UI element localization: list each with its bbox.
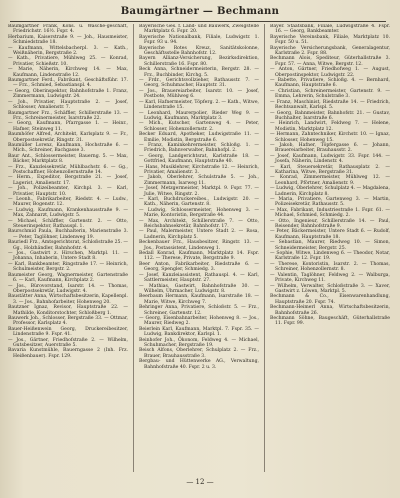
- directory-entry: — Joh., Privatier, Hauptstraße 2. — Josef, Schlosser, Amalienstr. 7.: [8, 99, 128, 111]
- directory-entry: — Georg, Landgerichtsrat, Karlstraße 18. — Gottfried, Kaufmann, Hauptstraße 40.: [139, 153, 259, 165]
- directory-entry: Beierlein Karl, Kaufmann, Marktpl. 7. Fspr. 35. — Ludwig, Bankdirektor, Karlspl. 1.: [139, 326, 259, 338]
- directory-entry: — Josef, Metzgermeister, Marktpl. 9. Fspr. 77. — Julie, Witwe, Ringstr. 2.: [139, 186, 259, 197]
- directory-entry: — Ludwig, Oberlehrer, Schulplatz 4. — Magdalena, Ladnerin, Kirchplatz 8.: [270, 186, 390, 197]
- directory-entry: — Hans, Musiklehrer, Kirchstraße 12. — Heinrich, Privatier, Amalienstr. 3.: [139, 164, 259, 175]
- directory-entry: Baustätter Anna, Wirtschaftsbesitzerin, Kapellenpl. 3. — Jos., Bahnhofarbeiter, Hohenweg 20.: [8, 294, 128, 305]
- directory-entry: — Georg, Oberinspektor, Bahnhofstraße 1. Franz, Zimmermann, Ludwigstr. 24.: [8, 88, 128, 100]
- directory-entry: — Valentin, Taglöhner, Feldweg 2. — Walburga, Private, Kirchweg 11.: [270, 272, 390, 284]
- directory-entry: — Hermann, Zahntechniker, Kirchstr. 10. — Ignaz, Schlosser, Hohenweg 15.: [270, 132, 390, 143]
- entry-columns: [8, 24, 390, 472]
- directory-entry: — Sebastian, Maurer, Riedweg 10. — Simon, Schneidermeister, Bergstr. 25.: [270, 240, 390, 251]
- directory-entry: Bavaria Kunstmühle, Bauerngasse 2 (Inh. Frz. Heißenbauer). Fspr. 129.: [8, 348, 128, 359]
- directory-entry: — Leonhard, Maurerpolier, Rieder Weg 9. — Ludwig, Kaufmann, Marktplatz 3.: [139, 110, 259, 121]
- directory-entry: — Anton, Gärtner, Friedhofweg 1. — August, Oberpostinspektor, Ludwigstr. 22.: [270, 67, 390, 78]
- directory-entry: Bayern Allianz-Versicherung, Bezirksdirektion, Schillerstraße 16. Fspr. 80.: [139, 56, 259, 67]
- header-divider: [10, 21, 386, 22]
- directory-entry: Baumüller Lorenz, Kaufmann, Hochstraße 6. — Mich., Schreiner, Bachgasse 3.: [8, 142, 128, 154]
- directory-entry: — Herm., Expeditor, Bergstraße 21. — Josef, Lagerist, Amalienstr. 17.: [8, 175, 128, 186]
- directory-entry: — Kaufmann, Wittelsbacherpl. 3. — Kath., Weißnäherin, Bergstraße 2.: [8, 45, 128, 57]
- directory-entry: — Jos., Brauereiarbeiter, Isarstr. 10. — Josef, Postbote, Mühlweg 6.: [139, 88, 259, 100]
- page-header: Baumgärtner — Bechmann: [120, 6, 280, 17]
- directory-entry: — Josef, Kanzleiassistent, Rathauspl. 4. — Karl, Sattlermeister, Hauptstr. 27.: [139, 272, 259, 284]
- directory-entry: — Mathias, Gastwirt, Bahnhofstraße 30. — Wilhelm, Uhrmacher, Ludwigstr. 8.: [139, 283, 259, 294]
- directory-entry: Beck Anna, Schneidermeisterin, Bergstr. 28. — Frz., Buchbinder, Kirchg. 5.: [139, 67, 259, 78]
- directory-entry: — Leonh., Fabrikarbeiter, Riedstr. 4. — Ludw., Maurer, Bogenstr. 12.: [8, 197, 128, 208]
- directory-entry: Bergbau- und Hüttenwerke AG., Verwaltung, Bahnhofstraße 40. Fspr. 2 u. 3.: [139, 359, 259, 370]
- directory-entry: Bechmann & Co., Eisenwarenhandlung, Hauptstraße 20. Fspr. 74.: [270, 294, 390, 305]
- directory-entry: — Frdr., Gerichtsvollzieher, Rathausstr. 7. — Georg, Schuhmacher, Hauptstr. 31.: [139, 78, 259, 89]
- entry-column-middle: [139, 24, 259, 472]
- directory-entry: — Christian, Schreinermeister, Gartenstr. 9. — Emma, Lehrerin, Schulstraße 3.: [270, 88, 390, 100]
- entry-column-left: [8, 24, 128, 472]
- directory-entry: — Frz., Kanzleisekretär, Mühlbachstr. 6. — Gg., Postschaffner, Hohenzollernstraße 14.: [8, 164, 128, 175]
- directory-entry: — Franz, Kaminkehrermeister, Schloßg. 1. — Friedrich, Bahnverwalter, Bahnhofpl. 2.: [139, 142, 259, 154]
- column-divider: [133, 24, 134, 472]
- directory-entry: — Karl, Hafnermeister, Töpferg. 2. — Kath., Witwe, Lindenstraße 15.: [139, 99, 259, 111]
- directory-entry: Bechmann Söhne, Baugeschäft, Güterhallstraße 11. Fspr. 99.: [270, 315, 390, 327]
- directory-entry: — Franz, Maschinist, Riedstraße 14. — Friedrich, Rechtsanwalt, Karlspl. 5.: [270, 99, 390, 111]
- directory-entry: — Karl, Buchdruckereibes., Ludwigstr. 20. — Kath., Näherin, Gartenstr. 8.: [139, 197, 259, 208]
- directory-entry: Bechmann-Heimerl Anna, Wirtschaftsbesitzerin, Bahnhofstraße 26.: [270, 305, 390, 316]
- directory-entry: Bayerische Ges. f. Land- und Bauwerk, Zweigstelle Marktplatz 6. Fspr. 20.: [139, 24, 259, 35]
- directory-entry: Baumeister Georg, Wagnermeister, Gartenstraße 6. — Karl, Kaufmann, Kirchplatz 2.: [8, 272, 128, 284]
- directory-entry: — Georg, Bahnmeister, Bahnhofstr. 21. — Gustav, Buchhalter, Isarstraße 6.: [270, 110, 390, 121]
- directory-entry: — Max, Architekt, Schillerstraße 7. — Otto, Reichsbahnsekretär, Bahnhofstr. 17.: [139, 218, 259, 230]
- directory-entry: Beckenbauer Frz., Hausbesitzer, Ringstr. 13. — Jos., Postassistent, Lindenweg 1.: [139, 240, 259, 251]
- directory-entry: Bechmann Alois, Spediteur, Güterhallstraße 3. Fspr. 57. — Anna, Witwe, Bergstr. 12.: [270, 56, 390, 67]
- directory-entry: — Babette, Privatiere, Schloßg. 4. — Bernhard, Kaufmann, Hauptstraße 6.: [270, 78, 390, 89]
- directory-entry: Bedall Konrad, Kaufmann, Marktplatz 14. Fspr. 112. — Therese, Private, Bergstraße 9.: [139, 251, 259, 262]
- directory-entry: Bayerische Versicherungsbank, Generalagentur, Karlstraße 2. Fspr. 88.: [270, 45, 390, 57]
- directory-entry: Behringer Anna, Privatiere, Schloßstr. 5. — Frz., Schreiner, Gartenstr. 12.: [139, 305, 259, 316]
- directory-entry: — Peter, Bäckermeister, Untere Stadt 6. — Rudolf, Kaufmann, Hauptstraße 18.: [270, 229, 390, 240]
- directory-entry: Becker Eduard, Apotheker, Ludwigstraße 11. — Emilie, Modistin, Bergstraße 6.: [139, 132, 259, 143]
- directory-entry: — Maria, Privatiere, Gartenweg 3. — Martin, Polizeisekretär, Rathausstr. 5.: [270, 197, 390, 208]
- directory-entry: Baumgartner Frz., Schäffler, Schillerstraße 13. — Frz., Schreinermeister, Isarstraße 22.: [8, 110, 128, 121]
- directory-entry: Baurschmid Paula, Buchhalterin, Marienstraße 3. — Peter, Taglöhner, Lindenweg 19.: [8, 229, 128, 240]
- directory-entry: — Otto, Ingenieur, Schillerstraße 14. — Paul, Reisender, Bahnhofstraße 9.: [270, 218, 390, 230]
- directory-entry: Baumhöfer Alfred, Architekt, Karlsplatz 9. — Fr., Oberpostsekretär, Ringstr. 31.: [8, 132, 128, 143]
- directory-entry: Herbarium, Kaiserstraße 9. — Joh., Hausmeister, Schmiedstraße 18.: [8, 34, 128, 46]
- directory-entry: — Georg, Kaufmann, Pfarrgasse 1. — Heinr., Hafner, Steinweg 11.: [8, 121, 128, 132]
- column-divider: [264, 24, 265, 472]
- directory-entry: Bayerische Rotes Kreuz, Sanitätskolonne, Geschäftsstelle Bahnhofstr. 12.: [139, 45, 259, 57]
- page-number: — 12 —: [186, 478, 214, 486]
- directory-entry: — Sophie, Witwe, Lindenweg 6. — Theodor, Notar, Karlstraße 12. Fspr. 19.: [270, 251, 390, 262]
- directory-entry: Beer Anton, Fabrikarbeiter, Riedstraße 6. — Georg, Spengler, Schmiedg. 3.: [139, 261, 259, 273]
- directory-entry: Baumgärtner Frank, Kons. u. Wäsche-geschäft, Friedrichstr. 16½. Fspr. 4.: [8, 24, 128, 35]
- directory-entry: Baumgartner Ferd., Fabrikant, Geschäftsführ. 17. — Frz., Schmied, Sebastianspl. 4.: [8, 78, 128, 89]
- directory-entry: — Michael, Schäffler, Gartenstr. 2. — Otto, Steuerinspektor, Rathauspl. 1.: [8, 218, 128, 230]
- directory-entry: Bayerische Vereinsbank, Filiale, Marktplatz 10. Fspr. 50 u. 51.: [270, 34, 390, 46]
- directory-entry: — Ludwig, Schlossermeister, Hohenweg 3. — Marie, Kontoristin, Bergstraße 44.: [139, 207, 259, 219]
- directory-entry: Bayerische Nationalbank, Filiale, Ludwigstr. 1. Fspr. 93 u. 94.: [139, 34, 259, 46]
- directory-entry: — Karl, Bankbeamter, Ringstraße 17. — Heinrich, Schulmeister, Bergstr. 2.: [8, 261, 128, 273]
- directory-entry: — Max, Fabrikant, Industriestraße 1. Fspr. 61. — Michael, Schmied, Schmiedg. 2.: [270, 207, 390, 219]
- directory-entry: — Heinrich, Landwirt, Feldweg 7. — Helene, Modistin, Marktplatz 12.: [270, 121, 390, 132]
- entry-column-right: [270, 24, 390, 472]
- directory-entry: — Jakob, Hafner, Töpfergasse 6. — Johann, Brauereiarbeiter, Brauhausstr. 2.: [270, 142, 390, 154]
- directory-entry: — Joh., Polizeibeamter, Kirchpl. 3. — Karl, Privatier, Hauptstr. 10.: [8, 186, 128, 197]
- directory-entry: — Ludwig, Kaufmann, Krankenhausstraße 9. — Max, Zahnarzt, Ludwigstr. 5.: [8, 207, 128, 219]
- directory-entry: Bauwerk Joh., Schlosser, Bergstraße 33. — Ottmar, Professor, Karlsplatz 4.: [8, 315, 128, 327]
- directory-entry: Bautzner Ignaz, Revisor, Hauptstraße 22. — Mathilde, Konditorstochter, Schloßberg 1.: [8, 305, 128, 316]
- directory-entry: Beisch Alfons, Oberlehrer, Schulplatz 2. — Frz., Brauer, Brauhausstraße 3.: [139, 348, 259, 359]
- directory-entry: — Wilhelm, Verwalter, Schloßstraße 3. — Xaver, Gastwirt z. Löwen, Marktpl. 5.: [270, 283, 390, 294]
- directory-entry: — Georg, Eisenbahnarbeiter, Hohenweg 8. — Jos., Maurer, Riedweg 2.: [139, 315, 259, 327]
- directory-entry: — Karl, Steuersekretär, Rathausplatz 2. — Katharina, Witwe, Bergstraße 31.: [270, 164, 390, 175]
- directory-entry: Bayer. Staatsbank, Filiale, Ludwigstraße 4. Fspr. 16. — Georg, Bankbeamter.: [270, 24, 390, 35]
- directory-entry: — Jos., Bürovorstand, Isarstr. 14. — Thomas, Oberpostsekretär, Ludwigstr. 4.: [8, 283, 128, 294]
- directory-entry: — Jos., Gärtner, Friedhofstraße 2. — Wilhelm, Gutsbesitzer, Auerstraße 5.: [8, 337, 128, 348]
- directory-entry: — Kath., Privatiere, Mühlweg 25. — Konrad, Privatier, Schießstr. 10.: [8, 56, 128, 67]
- directory-entry: — Konrad, Zimmermeister, Mühlweg 12. — Leonhard, Pförtner, Amalienstr. 9.: [270, 175, 390, 186]
- directory-entry: Baur Ant., Schlossermeister, Bauerng. 5. — Max, Bäcker, Marktplatz 8.: [8, 153, 128, 165]
- directory-entry: — Jos., Gastwirt z. Hirschen, Marktpl. 11. — Johanna, Inhaberin, Untere Stadt 8.: [8, 251, 128, 262]
- directory-entry: Beerbaum Hermann, Kaufmann, Isarstraße 18. — Marie, Witwe, Kirchweg 7.: [139, 294, 259, 305]
- directory-entry: — Mich., Kutscher, Gartenweg 4. — Peter, Schlosser, Hohenzollernstr. 2.: [139, 121, 259, 132]
- directory-entry: Bauriedl Frz., Amtsgerichtsrat, Schloßstraße 25. — Gg., Holzhändler, Bahnhofstr. 4.: [8, 240, 128, 251]
- directory-entry: — Jakob, Oberlehrer, Schulstraße 5. — Joh., Zimmermann, Isarweg 11.: [139, 175, 259, 186]
- directory-entry: — Josef, Kaufmann, Ludwigstr. 33. Fspr. 144. — Josefa, Näherin, Lindenstr. 4.: [270, 153, 390, 165]
- directory-entry: — Therese, Kontoristin, Isarstr. 2. — Thomas, Schreiner, Hohenzollernstr. 8.: [270, 261, 390, 273]
- directory-entry: Bauer-Heißenwein Georg, Druckereibesitzer, Lindenstraße 9. Fspr. 41.: [8, 326, 128, 338]
- directory-entry: Beinhofer Joh., Ökonom, Feldweg 4. — Michael, Schuhmacher, Bergstraße 19.: [139, 337, 259, 348]
- directory-entry: — Paul, Malermeister, Untere Stadt 2. — Rosa, Ladnerin, Kirchplatz 5.: [139, 229, 259, 240]
- directory-entry: — Marie, Näherin, Kirchweg 14. — Max, Kaufmann, Lindenstraße 12.: [8, 67, 128, 78]
